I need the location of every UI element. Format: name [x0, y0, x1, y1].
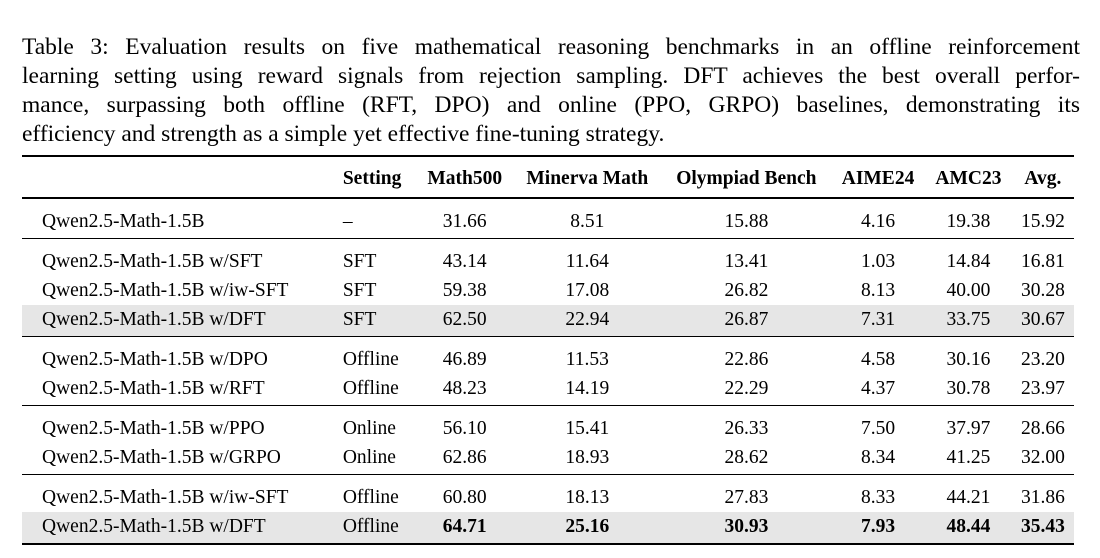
model-cell: Qwen2.5-Math-1.5B w/DPO — [22, 337, 325, 375]
minerva-math-cell: 17.08 — [565, 279, 610, 301]
header-aime24: AIME24 — [841, 168, 915, 189]
model-cell: Qwen2.5-Math-1.5B w/GRPO — [42, 446, 281, 468]
olympiad-bench-cell: 13.41 — [662, 239, 831, 277]
amc23-cell: 30.16 — [925, 337, 1012, 375]
math500-cell: 62.86 — [442, 446, 487, 468]
aime24-cell: 4.58 — [831, 337, 925, 375]
caption-line: mance, surpassing both offline (RFT, DPO) and online (PPO, GRPO) baselines, demonstrating its — [22, 92, 1080, 118]
setting-cell: Online — [325, 406, 417, 444]
model-cell: Qwen2.5-Math-1.5B w/SFT — [22, 239, 325, 277]
math500-cell: 56.10 — [417, 406, 513, 444]
setting-cell: SFT — [325, 239, 417, 277]
avg-cell: 23.97 — [1020, 377, 1065, 399]
table-caption — [22, 33, 1080, 149]
table-row — [22, 475, 1074, 513]
table-body — [22, 198, 1074, 544]
table-row — [22, 374, 1074, 406]
amc23-cell: 44.21 — [925, 475, 1012, 513]
olympiad-bench-cell: 22.86 — [662, 337, 831, 375]
avg-cell: 32.00 — [1020, 446, 1065, 468]
aime24-cell: 7.50 — [831, 406, 925, 444]
minerva-math-cell: 11.64 — [513, 239, 662, 277]
math500-cell: 62.50 — [417, 305, 513, 337]
header-model — [22, 157, 325, 198]
header-setting: Setting — [342, 168, 402, 189]
table-row — [22, 276, 1074, 305]
math500-cell: 48.23 — [442, 377, 487, 399]
amc23-cell: 41.25 — [946, 446, 991, 468]
setting-cell: SFT — [342, 279, 377, 301]
amc23-cell: 48.44 — [925, 512, 1012, 544]
olympiad-bench-cell: 22.29 — [724, 377, 769, 399]
table-row — [22, 443, 1074, 475]
setting-cell: Online — [342, 446, 396, 468]
avg-cell: 28.66 — [1012, 406, 1074, 444]
avg-cell: 31.86 — [1012, 475, 1074, 513]
aime24-cell: 8.13 — [860, 279, 896, 301]
avg-cell: 23.20 — [1012, 337, 1074, 375]
math500-cell: 31.66 — [442, 210, 487, 232]
aime24-cell: 7.31 — [831, 305, 925, 337]
header-math500: Math500 — [427, 168, 503, 189]
model-cell: Qwen2.5-Math-1.5B w/PPO — [22, 406, 325, 444]
amc23-cell: 14.84 — [925, 239, 1012, 277]
model-cell: Qwen2.5-Math-1.5B w/iw-SFT — [22, 475, 325, 513]
table-row — [22, 198, 1074, 239]
minerva-math-cell: 11.53 — [513, 337, 662, 375]
minerva-math-cell: 14.19 — [565, 377, 610, 399]
setting-cell: Offline — [325, 512, 417, 544]
aime24-cell: 8.33 — [831, 475, 925, 513]
aime24-cell: 4.16 — [860, 210, 896, 232]
results-table — [22, 157, 1074, 545]
avg-cell: 30.67 — [1012, 305, 1074, 337]
amc23-cell: 19.38 — [946, 210, 991, 232]
setting-cell: SFT — [325, 305, 417, 337]
math500-cell: 46.89 — [417, 337, 513, 375]
olympiad-bench-cell: 15.88 — [724, 210, 769, 232]
minerva-math-cell: 15.41 — [513, 406, 662, 444]
avg-cell: 30.28 — [1020, 279, 1065, 301]
math500-cell: 43.14 — [417, 239, 513, 277]
model-cell: Qwen2.5-Math-1.5B — [42, 210, 205, 232]
caption-line: learning setting using reward signals from rejection sampling. DFT achieves the best overall perfor- — [22, 63, 1080, 89]
olympiad-bench-cell: 26.87 — [662, 305, 831, 337]
setting-cell: Offline — [325, 337, 417, 375]
table-row — [22, 406, 1074, 444]
table-row — [22, 512, 1074, 544]
header-avg: Avg. — [1024, 168, 1062, 189]
aime24-cell: 8.34 — [860, 446, 896, 468]
caption-line: efficiency and strength as a simple yet effective fine-tuning strategy. — [22, 121, 665, 147]
model-cell: Qwen2.5-Math-1.5B w/iw-SFT — [42, 279, 289, 301]
table-row — [22, 239, 1074, 277]
table-row — [22, 337, 1074, 375]
aime24-cell: 7.93 — [831, 512, 925, 544]
avg-cell: 15.92 — [1020, 210, 1065, 232]
math500-cell: 60.80 — [417, 475, 513, 513]
avg-cell: 16.81 — [1012, 239, 1074, 277]
minerva-math-cell: 8.51 — [570, 210, 605, 232]
header-row — [22, 157, 1074, 198]
math500-cell: 59.38 — [442, 279, 487, 301]
olympiad-bench-cell: 30.93 — [662, 512, 831, 544]
setting-cell: Offline — [325, 475, 417, 513]
aime24-cell: 1.03 — [831, 239, 925, 277]
amc23-cell: 37.97 — [925, 406, 1012, 444]
setting-cell: – — [342, 210, 353, 232]
olympiad-bench-cell: 26.82 — [724, 279, 769, 301]
header-amc23: AMC23 — [935, 168, 1002, 189]
model-cell: Qwen2.5-Math-1.5B w/DFT — [22, 512, 325, 544]
olympiad-bench-cell: 27.83 — [662, 475, 831, 513]
avg-cell: 35.43 — [1012, 512, 1074, 544]
amc23-cell: 33.75 — [925, 305, 1012, 337]
minerva-math-cell: 22.94 — [513, 305, 662, 337]
header-minerva-math: Minerva Math — [526, 168, 649, 189]
model-cell: Qwen2.5-Math-1.5B w/DFT — [22, 305, 325, 337]
math500-cell: 64.71 — [417, 512, 513, 544]
minerva-math-cell: 25.16 — [513, 512, 662, 544]
minerva-math-cell: 18.13 — [513, 475, 662, 513]
results-table-container — [22, 155, 1074, 545]
olympiad-bench-cell: 28.62 — [724, 446, 769, 468]
minerva-math-cell: 18.93 — [565, 446, 610, 468]
caption-line: Table 3: Evaluation results on five mathematical reasoning benchmarks in an offline reinforcement — [22, 34, 1080, 60]
amc23-cell: 30.78 — [946, 377, 991, 399]
aime24-cell: 4.37 — [860, 377, 896, 399]
setting-cell: Offline — [342, 377, 399, 399]
amc23-cell: 40.00 — [946, 279, 991, 301]
olympiad-bench-cell: 26.33 — [662, 406, 831, 444]
model-cell: Qwen2.5-Math-1.5B w/RFT — [42, 377, 265, 399]
table-row — [22, 305, 1074, 337]
header-olympiad-bench: Olympiad Bench — [676, 168, 817, 189]
